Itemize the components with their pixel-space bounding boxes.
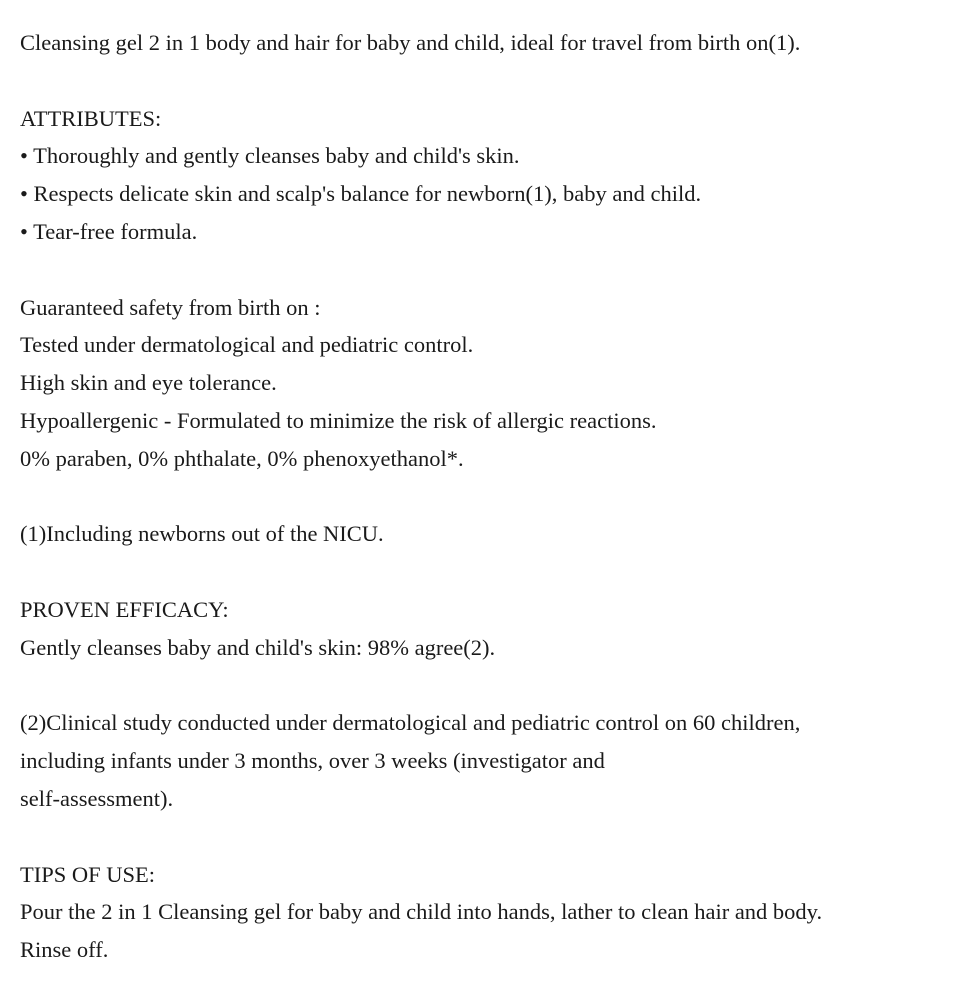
safety-line: High skin and eye tolerance. [20, 370, 277, 396]
efficacy-heading: PROVEN EFFICACY: [20, 596, 229, 622]
safety-line: Tested under dermatological and pediatric control. [20, 332, 474, 358]
safety-heading: Guaranteed safety from birth on : [20, 294, 321, 320]
spacer [20, 251, 950, 289]
spacer [20, 478, 950, 516]
tips-line: Rinse off. [20, 937, 109, 963]
intro-text: Cleansing gel 2 in 1 body and hair for baby and child, ideal for travel from birth on(1). [20, 30, 801, 55]
attributes-heading: ATTRIBUTES: [20, 105, 162, 131]
attribute-item: • Thoroughly and gently cleanses baby and child's skin. [20, 143, 520, 169]
spacer [20, 62, 950, 100]
attribute-item: • Respects delicate skin and scalp's balance for newborn(1), baby and child. [20, 181, 702, 207]
efficacy-line: Gently cleanses baby and child's skin: 98% agree(2). [20, 634, 496, 660]
spacer [20, 818, 950, 856]
safety-line: Hypoallergenic - Formulated to minimize the risk of allergic reactions. [20, 407, 657, 433]
spacer [20, 667, 950, 705]
safety-line: 0% paraben, 0% phthalate, 0% phenoxyethanol*. [20, 445, 464, 471]
spacer [20, 553, 950, 591]
footnote-2-line: self-assessment). [20, 785, 174, 811]
footnote-1: (1)Including newborns out of the NICU. [20, 521, 384, 547]
footnote-2-line: including infants under 3 months, over 3 weeks (investigator and [20, 748, 605, 774]
product-description [20, 24, 950, 969]
attribute-item: • Tear-free formula. [20, 218, 198, 244]
tips-line: Pour the 2 in 1 Cleansing gel for baby and child into hands, lather to clean hair and body. [20, 899, 823, 925]
footnote-2-line: (2)Clinical study conducted under dermatological and pediatric control on 60 children, [20, 710, 801, 736]
tips-heading: TIPS OF USE: [20, 861, 156, 887]
